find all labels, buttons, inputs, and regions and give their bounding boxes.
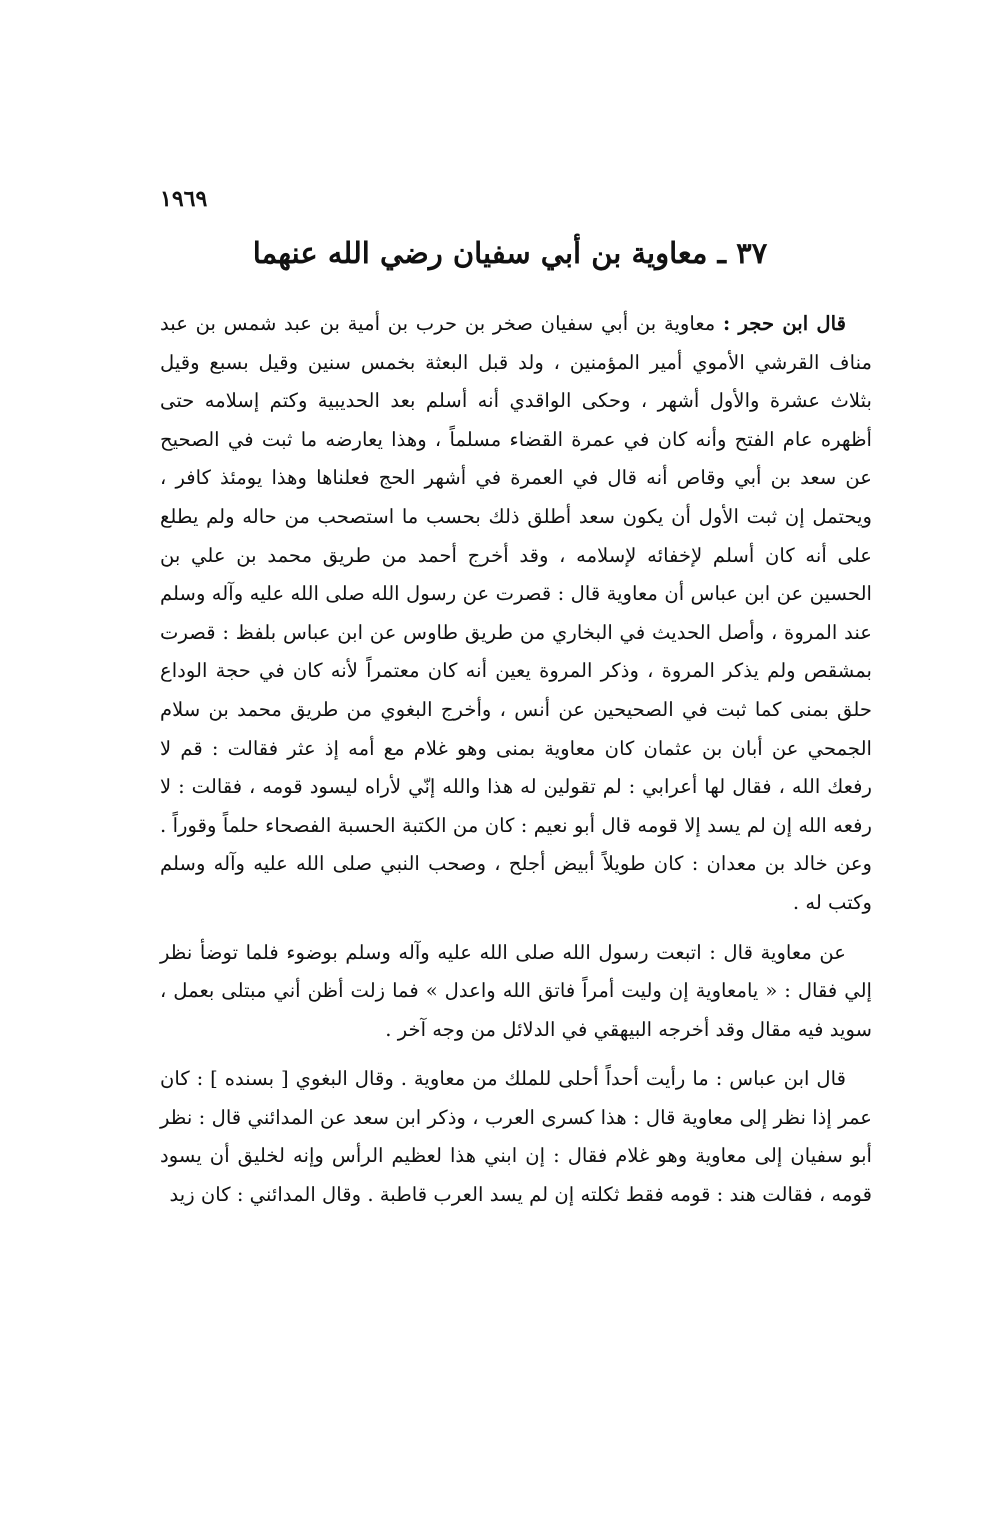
paragraph-text: معاوية بن أبي سفيان صخر بن حرب بن أمية بن عبد شمس بن عبد مناف القرشي الأموي أمير المؤمنين ، ولد قبل البعثة بخمس سنين وقيل بسبع وقيل بثلاث عشرة والأول أشهر ، وحكى الواقدي أنه أسلم بعد الحديبية وكتم إسلامه حتى أظهره عام الفتح وأنه كان في عمرة القضاء مسلماً ، وهذا يعارضه ما ثبت في الصحيح عن سعد بن أبي وقاص أنه قال في العمرة في أشهر الحج فعلناها وهذا يومئذ كافر ، ويحتمل إن ثبت الأول أن يكون سعد أطلق ذلك بحسب ما استصحب من حاله ولم يطلع على أنه كان أسلم لإخفائه لإسلامه ، وقد أخرج أحمد من طريق محمد بن علي بن الحسين عن ابن عباس أن معاوية قال : قصرت عن رسول الله صلى الله عليه وآله وسلم عند المروة ، وأصل الحديث في البخاري من طريق طاوس عن ابن عباس بلفظ : قصرت بمشقص ولم يذكر المروة ، وذكر المروة يعين أنه كان معتمراً لأنه كان في حجة الوداع حلق بمنى كما ثبت في الصحيحين عن أنس ، وأخرج البغوي من طريق محمد بن سلام الجمحي عن أبان بن عثمان كان معاوية بمنى وهو غلام مع أمه إذ عثر فقالت : قم لا رفعك الله ، فقال لها أعرابي : لم تقولين له هذا والله إنّي لأراه ليسود قومه ، فقالت : لا رفعه الله إن لم يسد إلا قومه قال أبو نعيم : كان من الكتبة الحسبة الفصحاء حلماً وقوراً . وعن خالد بن معدان : كان طويلاً أبيض أجلح ، وصحب النبي صلى الله عليه وآله وسلم وكتب له . [160,312,872,914]
paragraph-text: قال ابن عباس : ما رأيت أحداً أحلى للملك من معاوية . وقال البغوي [ بسنده ] : كان عمر إذا نظر إلى معاوية قال : هذا كسرى العرب ، وذكر ابن سعد عن المدائني قال : نظر أبو سفيان إلى معاوية وهو غلام فقال : إن ابني هذا لعظيم الرأس وإنه لخليق أن يسود قومه ، فقالت هند : قومه فقط ثكلته إن لم يسد العرب قاطبة . وقال المدائني : كان زيد [160,1067,872,1207]
paragraph-text: عن معاوية قال : اتبعت رسول الله صلى الله عليه وآله وسلم بوضوء فلما توضأ نظر إلي فقال : « يامعاوية إن وليت أمراً فاتق الله واعدل » فما زلت أظن أني مبتلى بعمل ، سويد فيه مقال وقد أخرجه البيهقي في الدلائل من وجه آخر . [160,940,872,1041]
paragraph-hadith [160,934,872,1050]
body-text [160,305,872,1215]
paragraph-ibn-abbas [160,1060,872,1214]
page-number: ١٩٦٩ [160,186,208,212]
paragraph-lead: قال ابن حجر : [722,312,847,335]
paragraph-ibn-hajar [160,305,872,923]
chapter-title: ٣٧ ـ معاوية بن أبي سفيان رضي الله عنهما [252,236,768,270]
